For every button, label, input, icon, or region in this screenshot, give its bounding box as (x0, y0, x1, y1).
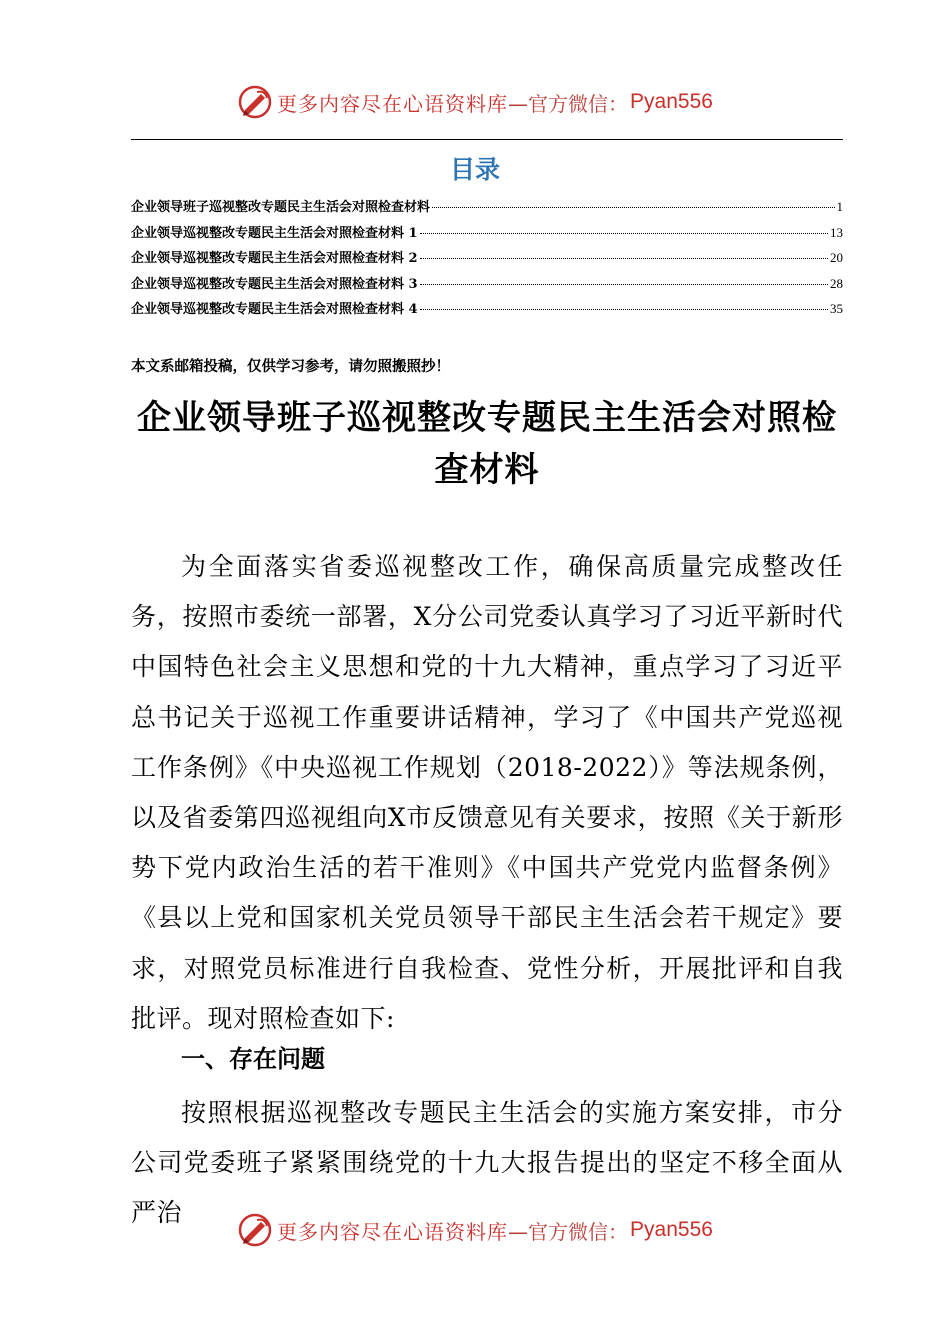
toc-entry[interactable] (131, 273, 843, 299)
toc-entry-label: 企业领导巡视整改专题民主生活会对照检查材料 2 (131, 251, 418, 266)
toc-entry-page: 35 (830, 301, 843, 316)
toc-entry[interactable] (131, 222, 843, 248)
toc-leader-dots (420, 258, 828, 259)
table-of-contents (131, 196, 843, 324)
toc-title: 目录 (449, 155, 500, 184)
toc-entry-page: 1 (836, 199, 843, 214)
banner-wechat-id: Pyan556 (630, 1218, 713, 1241)
toc-entry-label: 企业领导巡视整改专题民主生活会对照检查材料 4 (131, 302, 418, 317)
banner-wechat-id: Pyan556 (630, 90, 713, 113)
toc-leader-dots (420, 309, 828, 310)
header-divider (131, 139, 843, 140)
toc-entry[interactable] (131, 196, 843, 222)
toc-leader-dots (432, 207, 834, 208)
banner-text: 更多内容尽在心语资料库 (277, 91, 509, 116)
toc-entry[interactable] (131, 247, 843, 273)
toc-entry-page: 13 (830, 224, 843, 240)
toc-entry-label: 企业领导巡视整改专题民主生活会对照检查材料 1 (131, 225, 418, 241)
toc-entry-label: 企业领导班子巡视整改专题民主生活会对照检查材料 (131, 200, 431, 215)
document-title: 企业领导班子巡视整改专题民主生活会对照检查材料 (137, 398, 837, 490)
section-heading: 一、存在问题 (181, 1045, 325, 1073)
banner-text: 更多内容尽在心语资料库 (277, 1219, 509, 1244)
toc-leader-dots (420, 284, 828, 285)
footer-banner (0, 1210, 950, 1250)
banner-dash: —官方微信： (508, 91, 629, 116)
toc-entry-label: 企业领导巡视整改专题民主生活会对照检查材料 3 (131, 276, 418, 292)
toc-entry[interactable] (131, 298, 843, 324)
section-paragraph: 按照根据巡视整改专题民主生活会的实施方案安排，市分公司党委班子紧紧围绕党的十九大报告提出的坚定不移全面从严治 (131, 1098, 843, 1227)
toc-leader-dots (420, 233, 828, 234)
disclaimer-notice: 本文系邮箱投稿，仅供学习参考，请勿照搬照抄！ (131, 358, 450, 375)
pen-logo-icon (237, 84, 273, 120)
toc-entry-page: 20 (830, 250, 843, 265)
banner-dash: —官方微信： (508, 1219, 629, 1244)
header-banner (0, 82, 950, 122)
pen-logo-icon (237, 1212, 273, 1248)
toc-entry-page: 28 (830, 275, 843, 291)
intro-paragraph: 为全面落实省委巡视整改工作，确保高质量完成整改任务，按照市委统一部署，X分公司党委认真学习了习近平新时代中国特色社会主义思想和党的十九大精神，重点学习了习近平总书记关于巡视工作重要讲话精神，学习了《中国共产党巡视工作条例》《中央巡视工作规划（2018-2022）》等法规条例，以及省委第四巡视组向X市反馈意见有关要求，按照《关于新形势下党内政治生活的若干准则》《中国共产党党内监督条例》《县以上党和国家机关党员领导干部民主生活会若干规定》要求，对照党员标准进行自我检查、党性分析，开展批评和自我批评。现对照检查如下: (131, 552, 843, 1033)
